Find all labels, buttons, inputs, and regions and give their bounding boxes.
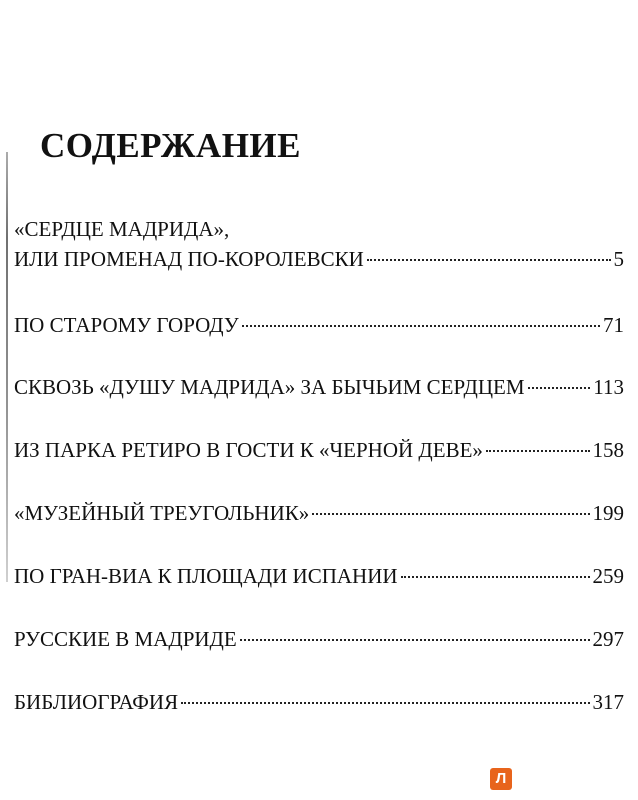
dot-leader [401,576,590,578]
toc-entry-5 [14,500,624,526]
toc-entry-2 [14,312,624,338]
toc-entry-row [14,626,624,652]
toc-page-number: 317 [592,690,624,714]
dot-leader [312,513,589,515]
toc-entry-title: ПО ГРАН-ВИА К ПЛОЩАДИ ИСПАНИИ [14,564,398,588]
toc-page-number: 259 [592,564,624,588]
toc-entry-row [14,374,624,400]
toc-page-number: 113 [593,375,624,399]
toc-page-number: 199 [592,501,624,525]
toc-entry-row [14,246,624,272]
dot-leader [486,450,590,452]
toc-entry-title: «МУЗЕЙНЫЙ ТРЕУГОЛЬНИК» [14,501,310,525]
toc-page-number: 5 [613,247,624,271]
dot-leader [367,259,611,261]
toc-entry-4 [14,437,624,463]
dot-leader [242,325,600,327]
toc-entry-first-line: «СЕРДЦЕ МАДРИДА», [14,217,230,241]
toc-entry-title: ИЗ ПАРКА РЕТИРО В ГОСТИ К «ЧЕРНОЙ ДЕВЕ» [14,438,483,462]
toc-entry-7 [14,626,624,652]
toc-page-number: 158 [592,438,624,462]
toc-entry-row [14,312,624,338]
toc-entry-1 [14,216,624,272]
toc-page-number: 71 [603,313,624,337]
toc-entry-6 [14,563,624,589]
toc-entry-row [14,437,624,463]
toc-entry-title: СКВОЗЬ «ДУШУ МАДРИДА» ЗА БЫЧЬИМ СЕРДЦЕМ [14,375,525,399]
publisher-logo-icon: Л [490,768,512,790]
toc-entry-row [14,500,624,526]
toc-entry-row [14,689,624,715]
dot-leader [528,387,591,389]
dot-leader [240,639,590,641]
toc-entry-title: ПО СТАРОМУ ГОРОДУ [14,313,239,337]
toc-entry-title: РУССКИЕ В МАДРИДЕ [14,627,237,651]
toc-page-number: 297 [592,627,624,651]
dot-leader [181,702,589,704]
toc-entry-title: БИБЛИОГРАФИЯ [14,690,179,714]
page-title: СОДЕРЖАНИЕ [40,126,302,165]
toc-entry-8 [14,689,624,715]
toc-entry-row [14,563,624,589]
toc-entry-3 [14,374,624,400]
toc-entry-title: ИЛИ ПРОМЕНАД ПО-КОРОЛЕВСКИ [14,247,364,271]
